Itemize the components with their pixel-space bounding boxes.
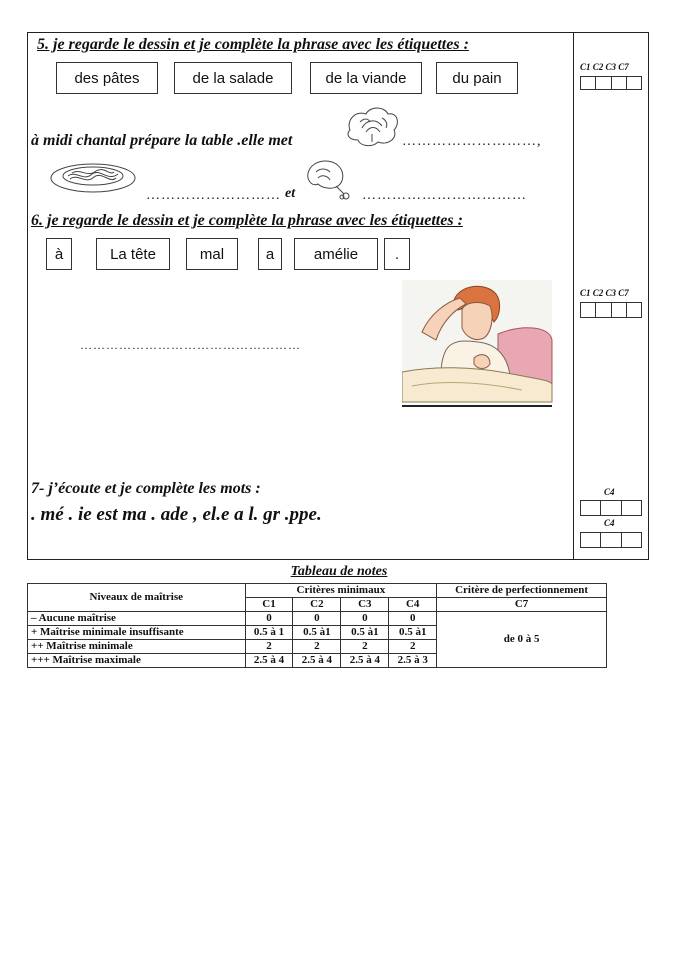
q5-label-meat[interactable]: de la viande bbox=[310, 62, 422, 94]
cell-c3: 0.5 à1 bbox=[341, 626, 389, 640]
q6-label-a-accent[interactable]: à bbox=[46, 238, 72, 270]
row-level: + Maîtrise minimale insuffisante bbox=[28, 626, 246, 640]
lettuce-drawing bbox=[342, 104, 402, 150]
q6-title: 6. je regarde le dessin et je complète la phrase avec les étiquettes : bbox=[31, 212, 463, 229]
criteria-label-q7a: C4 bbox=[604, 487, 615, 497]
q6-label-amelie[interactable]: amélie bbox=[294, 238, 378, 270]
criteria-grid-q6[interactable] bbox=[580, 302, 642, 318]
cell-c2: 2 bbox=[293, 640, 341, 654]
criteria-grid-q5[interactable] bbox=[580, 76, 642, 90]
criteria-label-q7b: C4 bbox=[604, 518, 615, 528]
table-row bbox=[28, 612, 607, 626]
cell-c3: 0 bbox=[341, 612, 389, 626]
q6-label-a[interactable]: a bbox=[258, 238, 282, 270]
cell-c1: 0.5 à 1 bbox=[245, 626, 293, 640]
cell-c4: 0.5 à1 bbox=[389, 626, 437, 640]
q5-label-pasta[interactable]: des pâtes bbox=[56, 62, 158, 94]
cell-c1: 2 bbox=[245, 640, 293, 654]
criteria-label-q6: C1 C2 C3 C7 bbox=[580, 288, 629, 298]
q7-sentence[interactable]: . mé . ie est ma . ade , el.e a l. gr .ppe. bbox=[31, 504, 322, 525]
cell-c2: 0.5 à1 bbox=[293, 626, 341, 640]
cell-c7-range: de 0 à 5 bbox=[437, 612, 607, 668]
criteria-grid-q7a[interactable] bbox=[580, 500, 642, 516]
notes-table bbox=[27, 583, 607, 668]
q6-label-mal[interactable]: mal bbox=[186, 238, 238, 270]
q6-label-la-tete[interactable]: La tête bbox=[96, 238, 170, 270]
meat-drawing bbox=[300, 156, 354, 200]
cell-c1: 0 bbox=[245, 612, 293, 626]
q5-sentence-start: à midi chantal prépare la table .elle met bbox=[31, 132, 293, 149]
header-min-criteria: Critères minimaux bbox=[245, 584, 437, 598]
q7-title: 7- j’écoute et je complète les mots : bbox=[31, 480, 261, 497]
header-perfection-criteria: Critère de perfectionnement bbox=[437, 584, 607, 598]
row-level: – Aucune maîtrise bbox=[28, 612, 246, 626]
q5-title: 5. je regarde le dessin et je complète la phrase avec les étiquettes : bbox=[37, 36, 469, 53]
subheader-c3: C3 bbox=[341, 598, 389, 612]
subheader-c7: C7 bbox=[437, 598, 607, 612]
cell-c3: 2.5 à 4 bbox=[341, 654, 389, 668]
cell-c1: 2.5 à 4 bbox=[245, 654, 293, 668]
q5-label-salad[interactable]: de la salade bbox=[174, 62, 292, 94]
subheader-c1: C1 bbox=[245, 598, 293, 612]
q5-conjunction: et bbox=[285, 186, 296, 201]
q5-label-bread[interactable]: du pain bbox=[436, 62, 518, 94]
criteria-label-q5: C1 C2 C3 C7 bbox=[580, 62, 629, 72]
cell-c3: 2 bbox=[341, 640, 389, 654]
q5-blank-1[interactable]: ………………………, bbox=[402, 134, 542, 149]
cell-c2: 0 bbox=[293, 612, 341, 626]
criteria-grid-q7b[interactable] bbox=[580, 532, 642, 548]
q5-blank-3[interactable]: …………………………… bbox=[362, 188, 527, 203]
q6-label-period[interactable]: . bbox=[384, 238, 410, 270]
cell-c4: 2 bbox=[389, 640, 437, 654]
row-level: ++ Maîtrise minimale bbox=[28, 640, 246, 654]
row-level: +++ Maîtrise maximale bbox=[28, 654, 246, 668]
pasta-plate-drawing bbox=[48, 160, 138, 196]
cell-c2: 2.5 à 4 bbox=[293, 654, 341, 668]
subheader-c4: C4 bbox=[389, 598, 437, 612]
subheader-c2: C2 bbox=[293, 598, 341, 612]
q5-blank-2[interactable]: ……………………… bbox=[146, 188, 281, 203]
cell-c4: 2.5 à 3 bbox=[389, 654, 437, 668]
q6-answer-line[interactable]: …………………………………………… bbox=[80, 338, 301, 352]
notes-table-title: Tableau de notes bbox=[290, 564, 388, 579]
header-levels: Niveaux de maîtrise bbox=[28, 584, 246, 612]
sick-girl-drawing bbox=[402, 280, 554, 410]
cell-c4: 0 bbox=[389, 612, 437, 626]
criteria-column-divider bbox=[573, 32, 574, 560]
